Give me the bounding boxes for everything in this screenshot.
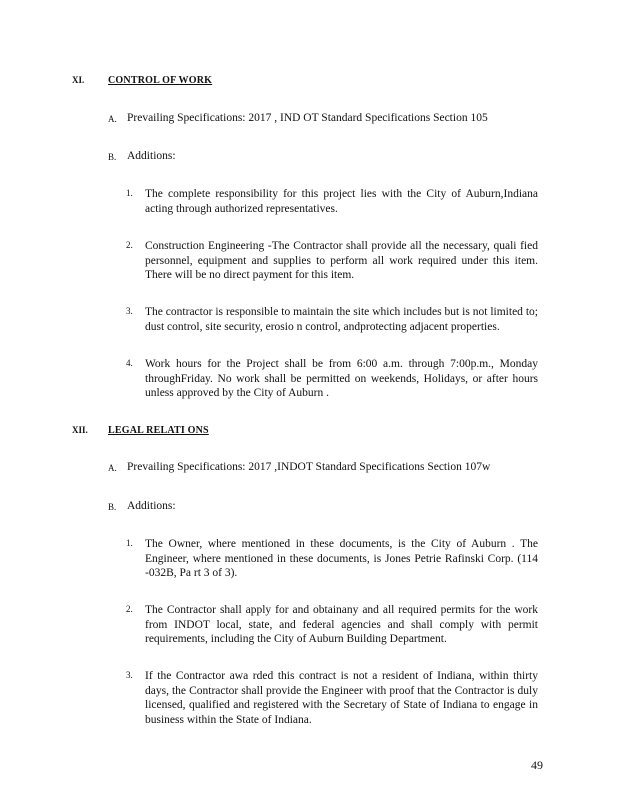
list-item-number: 3. <box>126 306 133 316</box>
subsection-label: A. <box>108 114 117 124</box>
list-item-number: 1. <box>126 188 133 198</box>
list-item-text: If the Contractor awa rded this contract is not a resident of Indiana, within thirty days, the Contractor shall provide the Engineer with proof that the Contractor is duly licensed, qualified and registered with the Secretary of State of Indiana to engage in business within the State of Indiana. <box>145 670 538 726</box>
list-item-number: 3. <box>126 670 133 680</box>
list-item-text: Construction Engineering -The Contractor shall provide all the necessary, quali fied personnel, equipment and supplies to perform all work required under this item. There will be no direct payment for this item. <box>145 240 538 281</box>
section-number: XII. <box>72 425 88 435</box>
page-number: 49 <box>531 758 543 772</box>
subsection-label: A. <box>108 463 117 473</box>
list-item-text: Work hours for the Project shall be from 6:00 a.m. through 7:00p.m., Monday throughFriday. No work shall be permitted on weekends, Holidays, or after hours unless approved by the City of Auburn . <box>145 358 538 399</box>
subsection-text: Prevailing Specifications: 2017 ,INDOT Standard Specifications Section 107w <box>127 461 491 473</box>
list-item-text: The Contractor shall apply for and obtainany and all required permits for the work from INDOT local, state, and federal agencies and shall comply with permit requirements, including the City of Auburn Building Department. <box>145 604 538 645</box>
list-item-text: The Owner, where mentioned in these documents, is the City of Auburn . The Engineer, where mentioned in these documents, is Jones Petrie Rafinski Corp. (114 -032B, Pa rt 3 of 3). <box>145 538 538 579</box>
section-title: LEGAL RELATI ONS <box>108 425 209 436</box>
subsection-text: Prevailing Specifications: 2017 , IND OT Standard Specifications Section 105 <box>127 112 488 124</box>
subsection-text: Additions: <box>127 500 176 512</box>
section-title: CONTROL OF WORK <box>108 75 213 86</box>
list-item-number: 1. <box>126 538 133 548</box>
subsection-label: B. <box>108 502 117 512</box>
subsection-label: B. <box>108 152 117 162</box>
list-item-number: 4. <box>126 358 133 368</box>
list-item-text: The complete responsibility for this project lies with the City of Auburn,Indiana acting through authorized representatives. <box>145 188 538 215</box>
list-item-number: 2. <box>126 604 133 614</box>
list-item-text: The contractor is responsible to maintain the site which includes but is not limited to; dust control, site security, erosio n control, andprotecting adjacent properties. <box>145 306 538 333</box>
list-item-number: 2. <box>126 240 133 250</box>
section-number: XI. <box>72 75 85 85</box>
subsection-text: Additions: <box>127 150 176 162</box>
